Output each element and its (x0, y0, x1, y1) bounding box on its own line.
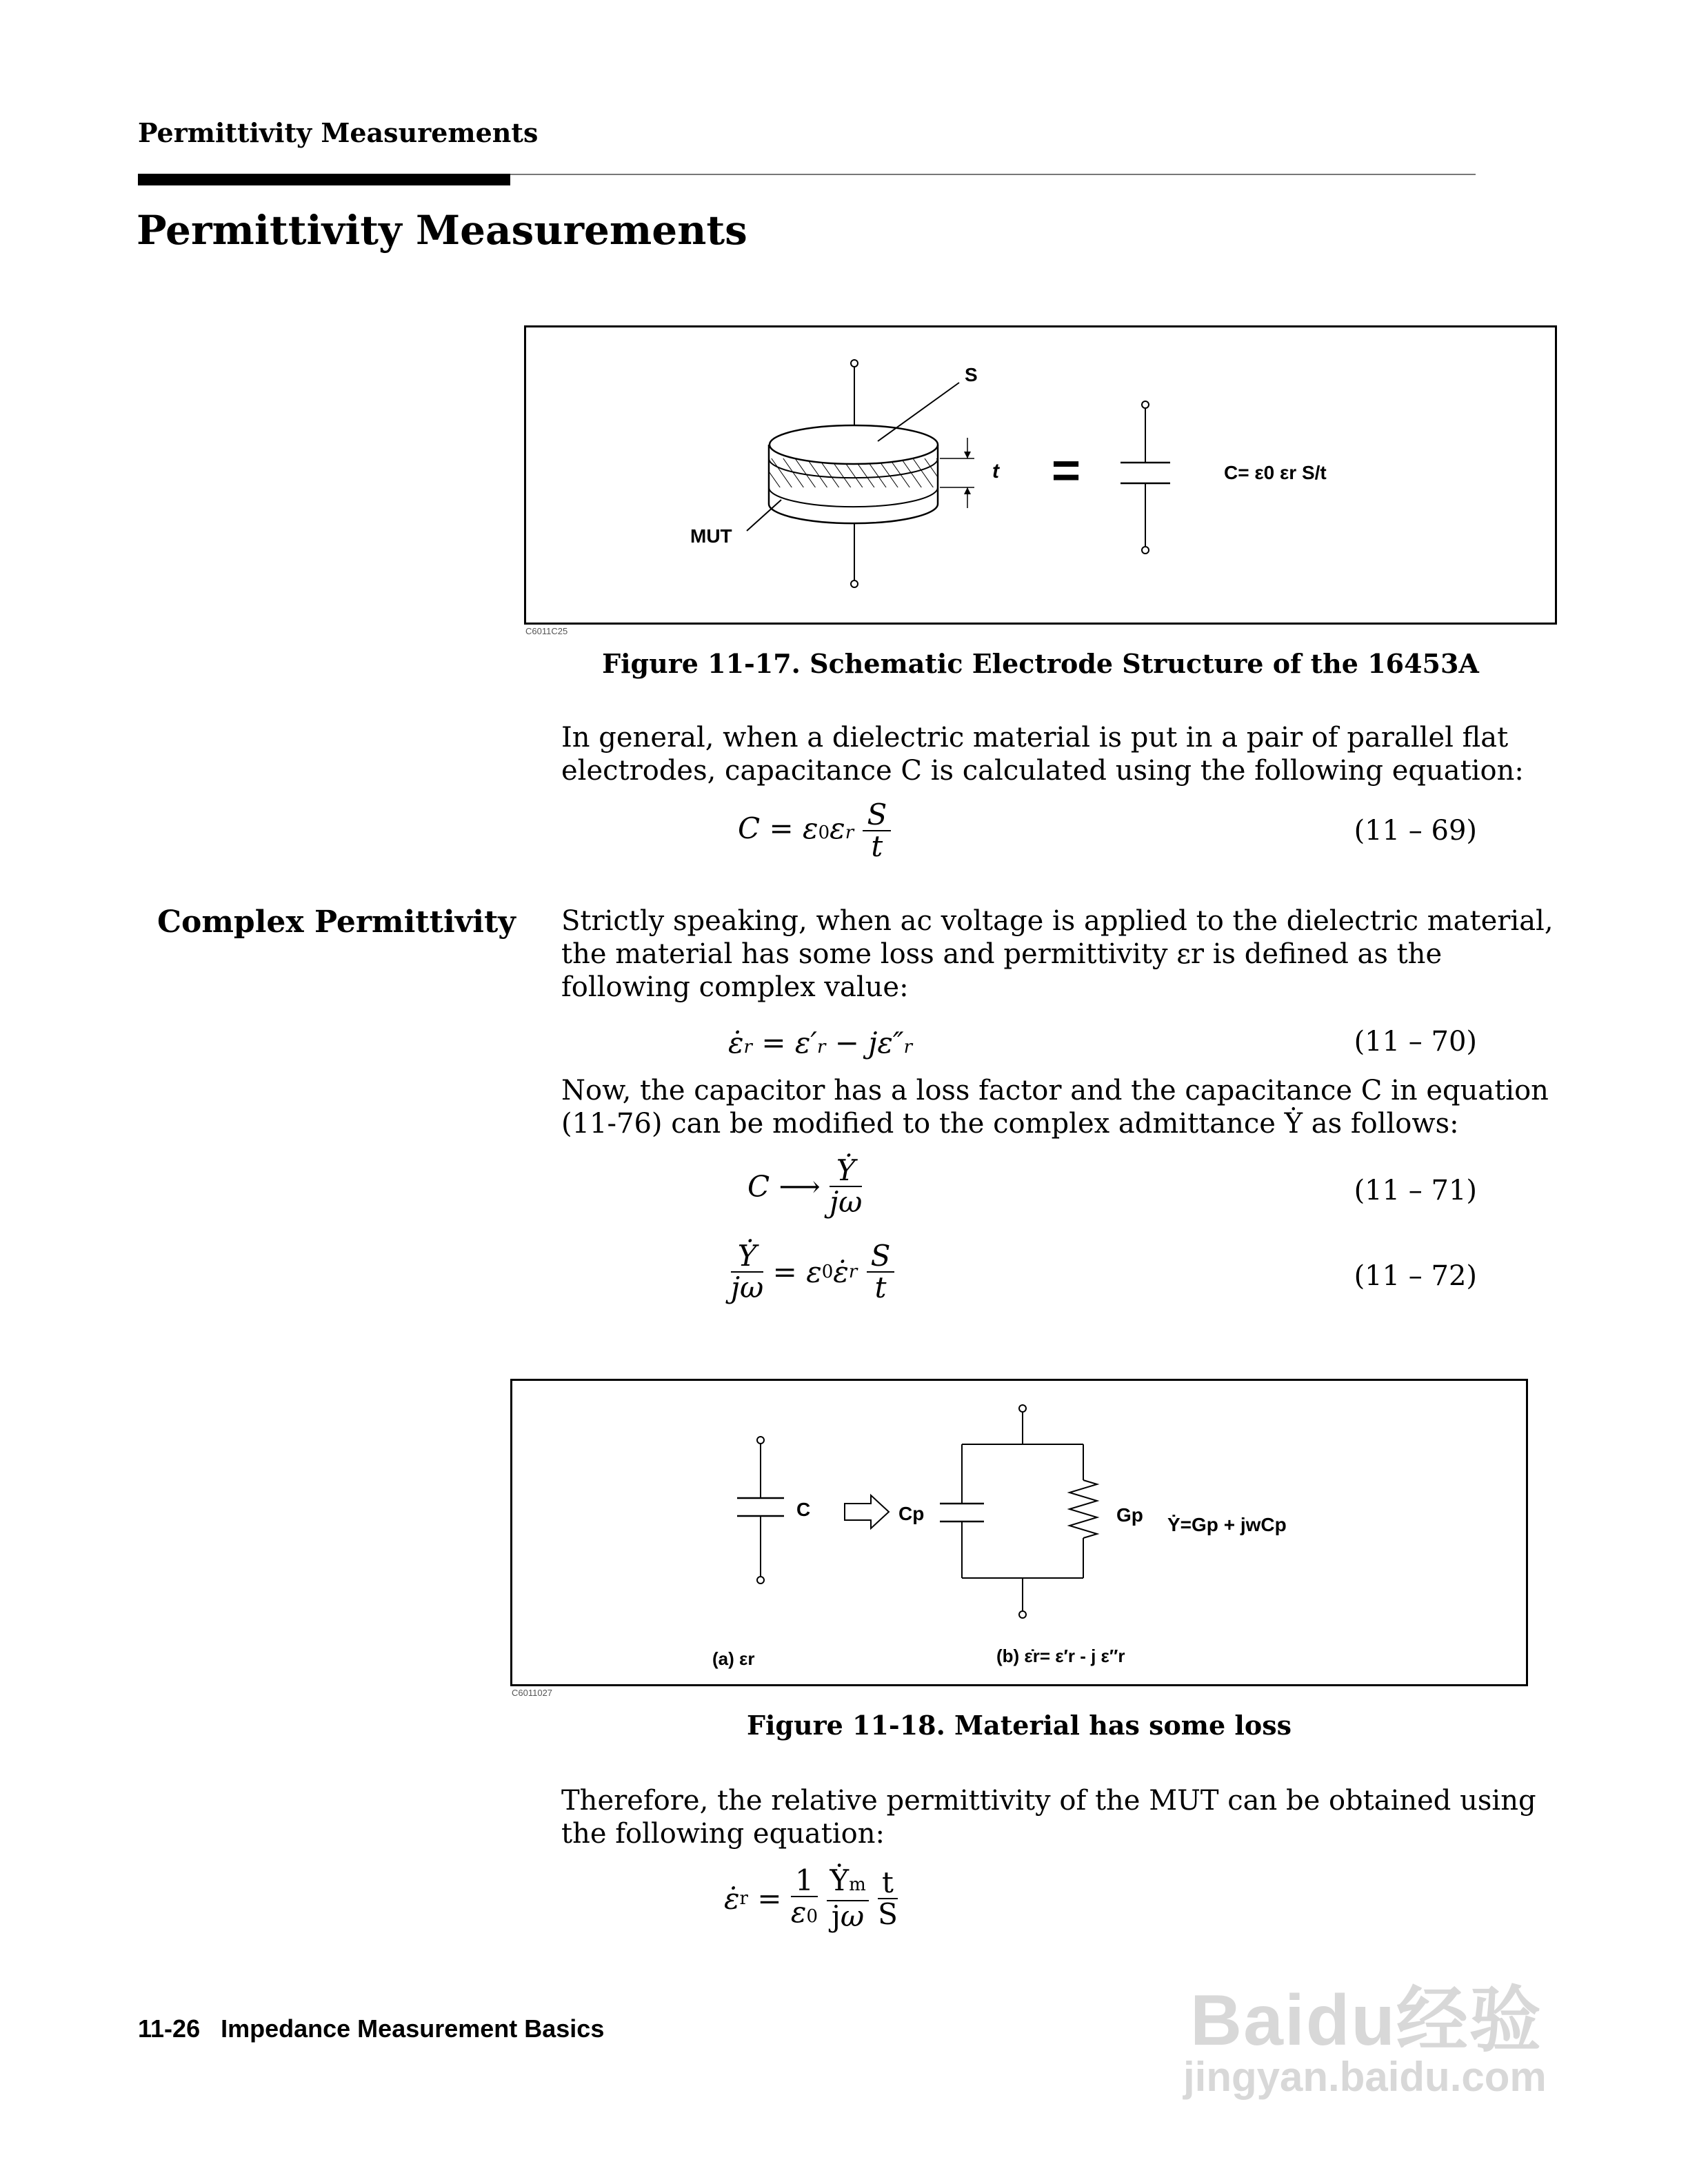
paragraph-admittance: Now, the capacitor has a loss factor and the capacitance C in equation (11-76) can be modified to the complex admittance Ẏ as follows: (561, 1075, 1549, 1140)
watermark-brand: Baidu经验 (1190, 1981, 1543, 2061)
figure-11-18 (510, 1379, 1528, 1686)
label-cp: Cp (898, 1503, 925, 1524)
paragraph-complex: Strictly speaking, when ac voltage is applied to the dielectric material, the material has some loss and permittivity εr is defined as the following complex value: (561, 905, 1554, 1003)
resistor-icon (1069, 1480, 1097, 1538)
sublabel-b: (b) ε̇r= ε′r - j ε″r (996, 1646, 1125, 1666)
loss-circuit-diagram (512, 1381, 1526, 1684)
page-footer (138, 2014, 604, 2043)
formula-c: C= ε0 εr S/t (1224, 462, 1327, 483)
label-s: S (965, 364, 978, 385)
equation-11-70: ε̇r = ε′r − jε″r (728, 1026, 912, 1060)
paragraph-therefore: Therefore, the relative permittivity of the MUT can be obtained using the following equation: (561, 1785, 1536, 1850)
page-number: 11-26 (138, 2014, 201, 2043)
header-rule (510, 174, 1476, 175)
complex-permittivity-heading: Complex Permittivity (157, 904, 516, 940)
page-title: Permittivity Measurements (137, 207, 747, 254)
equation-number-72: (11 – 72) (1354, 1260, 1477, 1292)
label-c: C (796, 1499, 811, 1520)
figure-caption: Figure 11-17. Schematic Electrode Structure of the 16453A (602, 648, 1479, 679)
equation-number-70: (11 – 70) (1354, 1026, 1477, 1058)
sublabel-a: (a) εr (712, 1648, 755, 1669)
equation-11-72: $\frac{\text{Ẏ}}{j\omega}$ = ε0ε̇r $\frac{S}{t}$ (731, 1241, 894, 1303)
electrode-schematic (526, 327, 1555, 623)
paragraph-intro: In general, when a dielectric material is put in a pair of parallel flat electrodes, capacitance C is calculated using the following equation: (561, 722, 1524, 787)
figure-code: C6011C25 (525, 626, 568, 636)
equation-11-69: C = ε0εr $\frac{S}{t}$ (738, 800, 891, 862)
admittance-formula: Ẏ=Gp + jwCp (1167, 1514, 1287, 1535)
arrow-icon (845, 1495, 889, 1528)
watermark-url: jingyan.baidu.com (1183, 2054, 1547, 2100)
figure-caption-2: Figure 11-18. Material has some loss (747, 1710, 1292, 1741)
label-t: t (992, 460, 999, 483)
equation-number-69: (11 – 69) (1354, 815, 1477, 847)
equals-sign: = (1052, 443, 1081, 498)
running-header: Permittivity Measurements (138, 117, 539, 148)
figure-code-2: C6011027 (512, 1688, 553, 1698)
equation-final: ε̇r = $\frac{1}{\varepsilon 0}$ $\frac{\text{Ẏm}}{j\omega}$ $\frac{t}{S}$ (724, 1863, 898, 1933)
footer-title: Impedance Measurement Basics (221, 2014, 605, 2043)
equation-number-71: (11 – 71) (1354, 1175, 1477, 1206)
figure-11-17 (524, 325, 1557, 625)
label-mut: MUT (690, 525, 732, 547)
header-thick-bar (138, 174, 510, 185)
label-gp: Gp (1116, 1504, 1143, 1526)
equation-11-71: C ⟶ $\frac{\text{Ẏ}}{j\omega}$ (747, 1153, 863, 1219)
